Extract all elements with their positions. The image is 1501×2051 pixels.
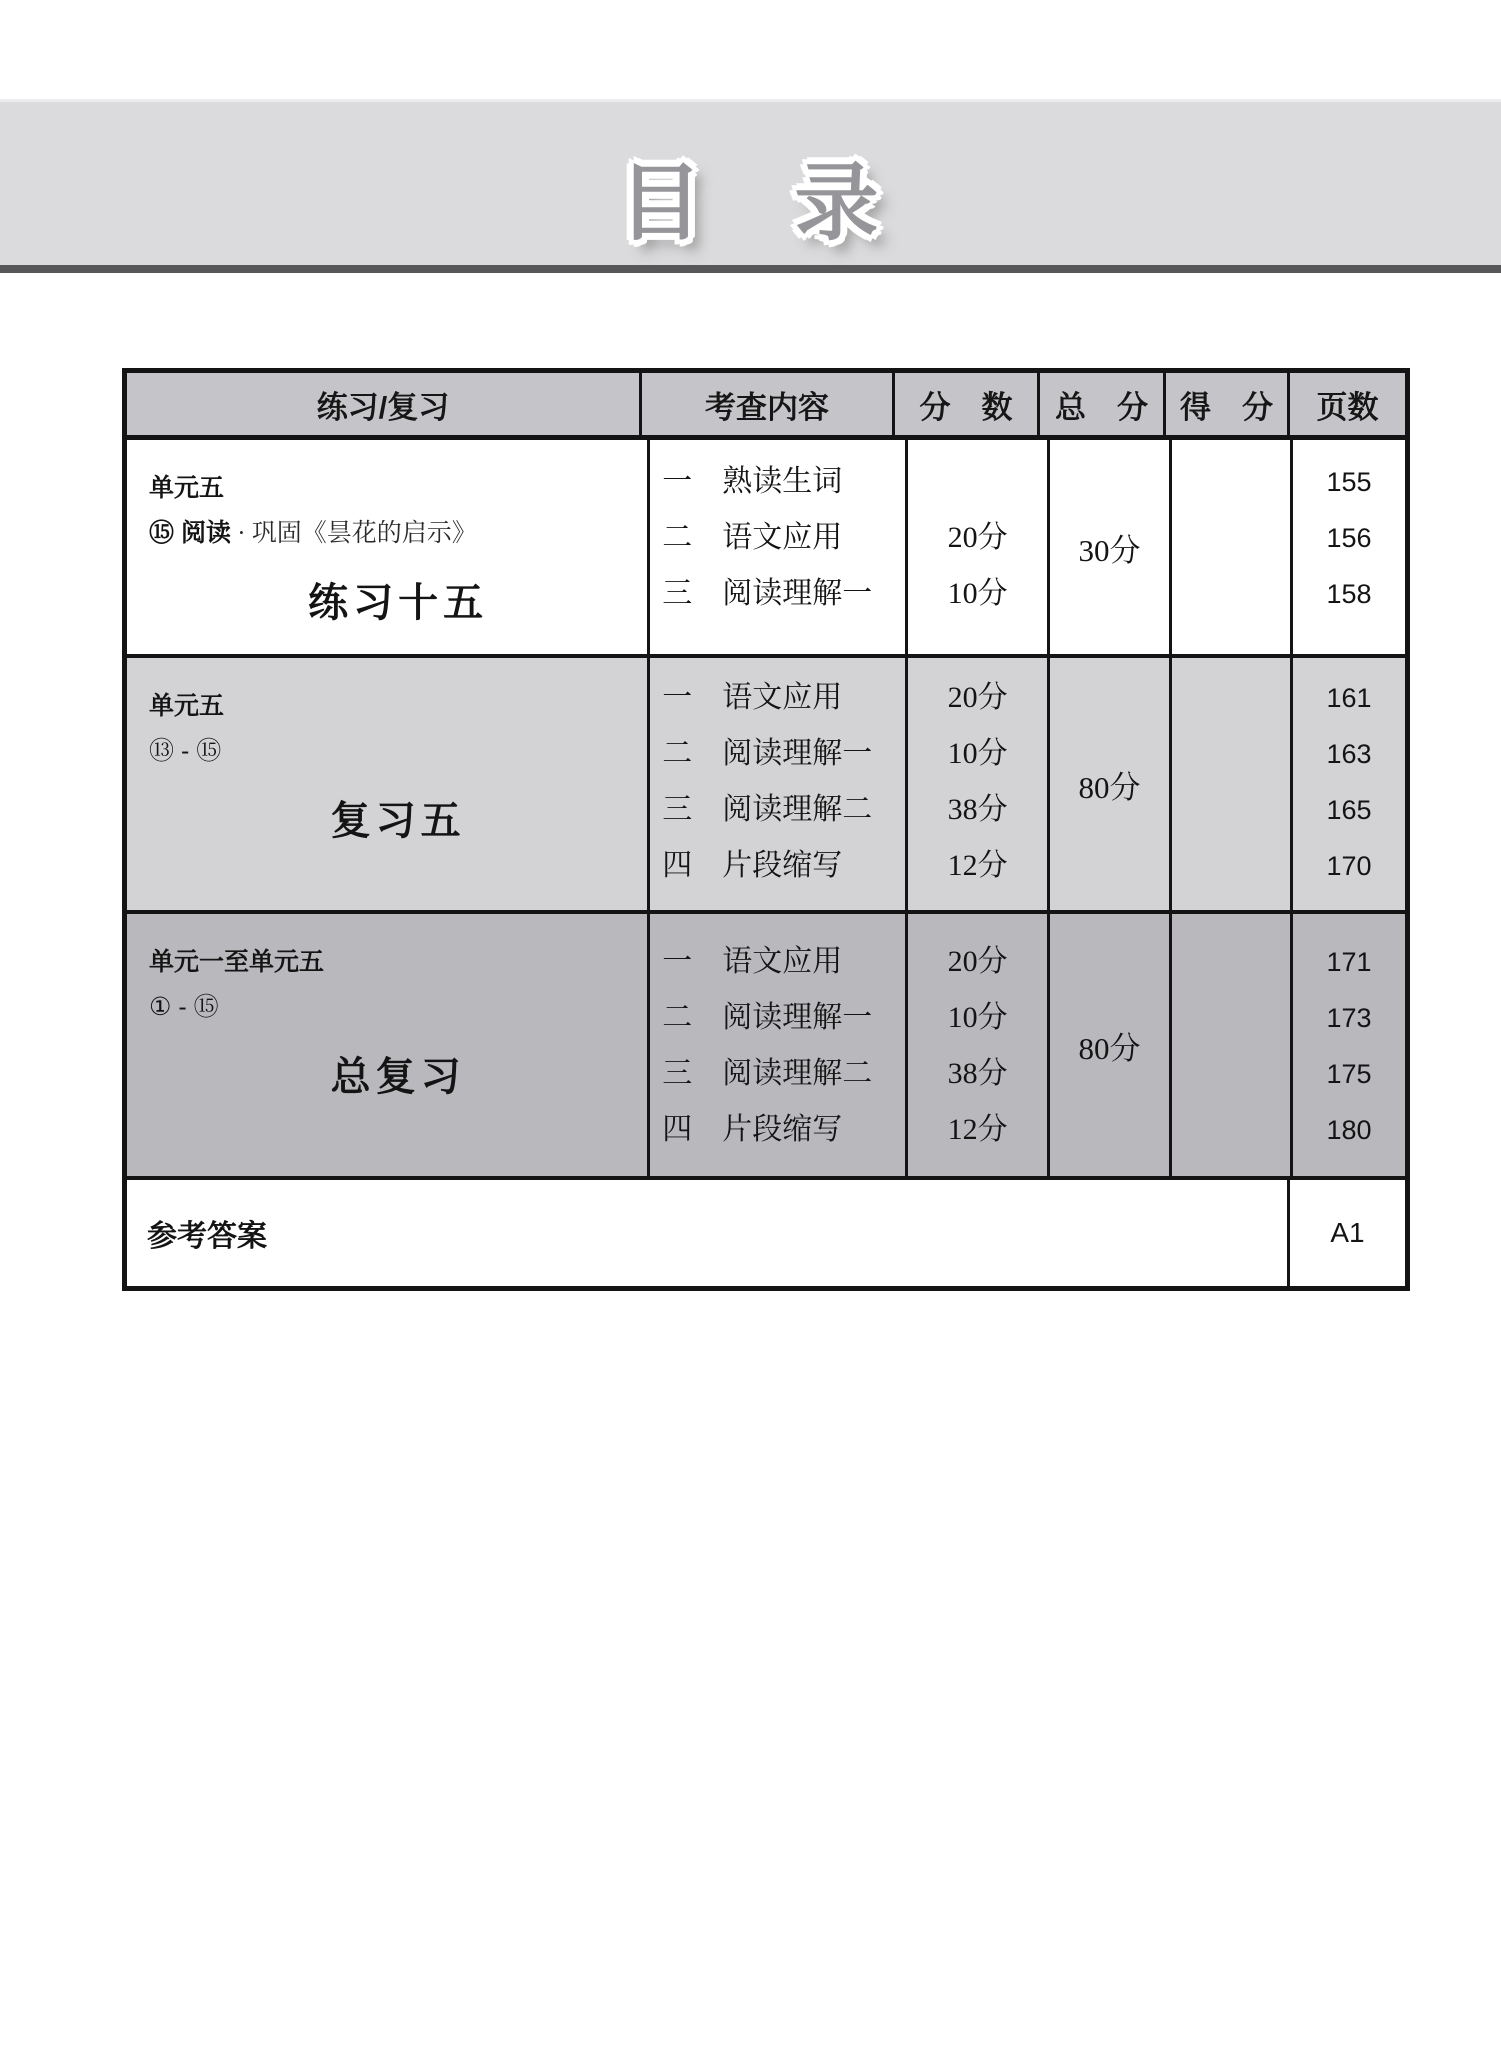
page-number: 161 [1326,683,1372,713]
row2-obtained-score-cell [1169,658,1290,910]
table-header-row [127,373,1405,440]
header-divider-line [0,265,1501,273]
page-number: 171 [1326,947,1372,977]
toc-row-exercise-15 [127,440,1405,658]
row1-lesson-title: · 巩固《昙花的启示》 [230,520,477,547]
page-number: 173 [1326,1003,1372,1033]
row1-unit-label: 单元五 [149,474,225,502]
score-value: 20分 [947,681,1008,714]
answer-key-label: 参考答案 [147,1220,267,1253]
row3-exercise-name: 总复习 [330,1055,466,1099]
answer-key-page: A1 [1287,1180,1405,1286]
row2-total-score-cell: 80分 [1047,658,1170,910]
score-value: 38分 [947,793,1008,826]
column-header-test-content: 考查内容 [639,373,892,435]
row1-page-cell [1290,440,1405,654]
page-title: 目 录 [618,156,883,250]
column-header-score: 分 数 [892,373,1037,435]
row3-obtained-score-cell [1169,914,1290,1176]
page-number: 163 [1326,739,1372,769]
score-value: 10分 [947,737,1008,770]
page-number: 180 [1326,1115,1372,1145]
row2-unit-subtitle [149,731,647,767]
row2-content-cell [647,658,905,910]
row3-unit-cell [127,914,647,1176]
score-value: 10分 [947,577,1008,610]
row1-unit-subtitle [149,513,647,549]
content-item: 一 语文应用 [662,945,843,978]
row1-content-cell [647,440,905,654]
content-item: 四 片段缩写 [662,849,843,882]
column-header-page-number: 页数 [1287,373,1405,435]
page-number: 165 [1326,795,1372,825]
toc-row-final-review [127,914,1405,1180]
row1-lesson-number: ⑮ 阅读 [149,519,231,547]
toc-row-answer-key [127,1180,1405,1286]
row1-exercise-name: 练习十五 [308,581,489,625]
row3-page-cell [1290,914,1405,1176]
row2-exercise-name: 复习五 [330,799,466,843]
page-number: 175 [1326,1059,1372,1089]
content-item: 三 阅读理解一 [662,577,873,610]
content-item: 二 语文应用 [662,521,843,554]
column-header-obtained-score: 得 分 [1163,373,1287,435]
row1-unit-cell [127,440,647,654]
row3-score-cell [905,914,1046,1176]
row1-total-score-cell: 30分 [1047,440,1170,654]
score-value: 12分 [947,849,1008,882]
row2-unit-label: 单元五 [149,692,225,720]
page-number: 156 [1326,523,1372,553]
page-number: 158 [1326,579,1372,609]
score-value [908,454,1046,510]
toc-row-review-5 [127,658,1405,914]
score-value: 38分 [947,1057,1008,1090]
score-value: 20分 [947,521,1008,554]
row3-content-cell [647,914,905,1176]
toc-table [122,368,1410,1291]
content-item: 二 阅读理解一 [662,737,873,770]
row3-unit-label: 单元一至单元五 [149,948,325,976]
score-value: 10分 [947,1001,1008,1034]
row1-score-cell [905,440,1046,654]
row3-total-score-cell: 80分 [1047,914,1170,1176]
row2-lesson-range: ⑬ - ⑮ [149,737,222,765]
row1-obtained-score-cell [1169,440,1290,654]
column-header-total-score: 总 分 [1037,373,1163,435]
content-item: 四 片段缩写 [662,1113,843,1146]
page-number: 155 [1326,467,1372,497]
content-item: 三 阅读理解二 [662,1057,873,1090]
row2-score-cell [905,658,1046,910]
column-header-exercise-review: 练习/复习 [316,389,450,425]
score-value: 20分 [947,945,1008,978]
content-item: 三 阅读理解二 [662,793,873,826]
page-number: 170 [1326,851,1372,881]
content-item: 一 熟读生词 [662,465,843,498]
row3-lesson-range: ① - ⑮ [149,993,219,1021]
content-item: 二 阅读理解一 [662,1001,873,1034]
row3-unit-subtitle [149,987,647,1023]
row2-page-cell [1290,658,1405,910]
row2-unit-cell [127,658,647,910]
score-value: 12分 [947,1113,1008,1146]
content-item: 一 语文应用 [662,681,843,714]
